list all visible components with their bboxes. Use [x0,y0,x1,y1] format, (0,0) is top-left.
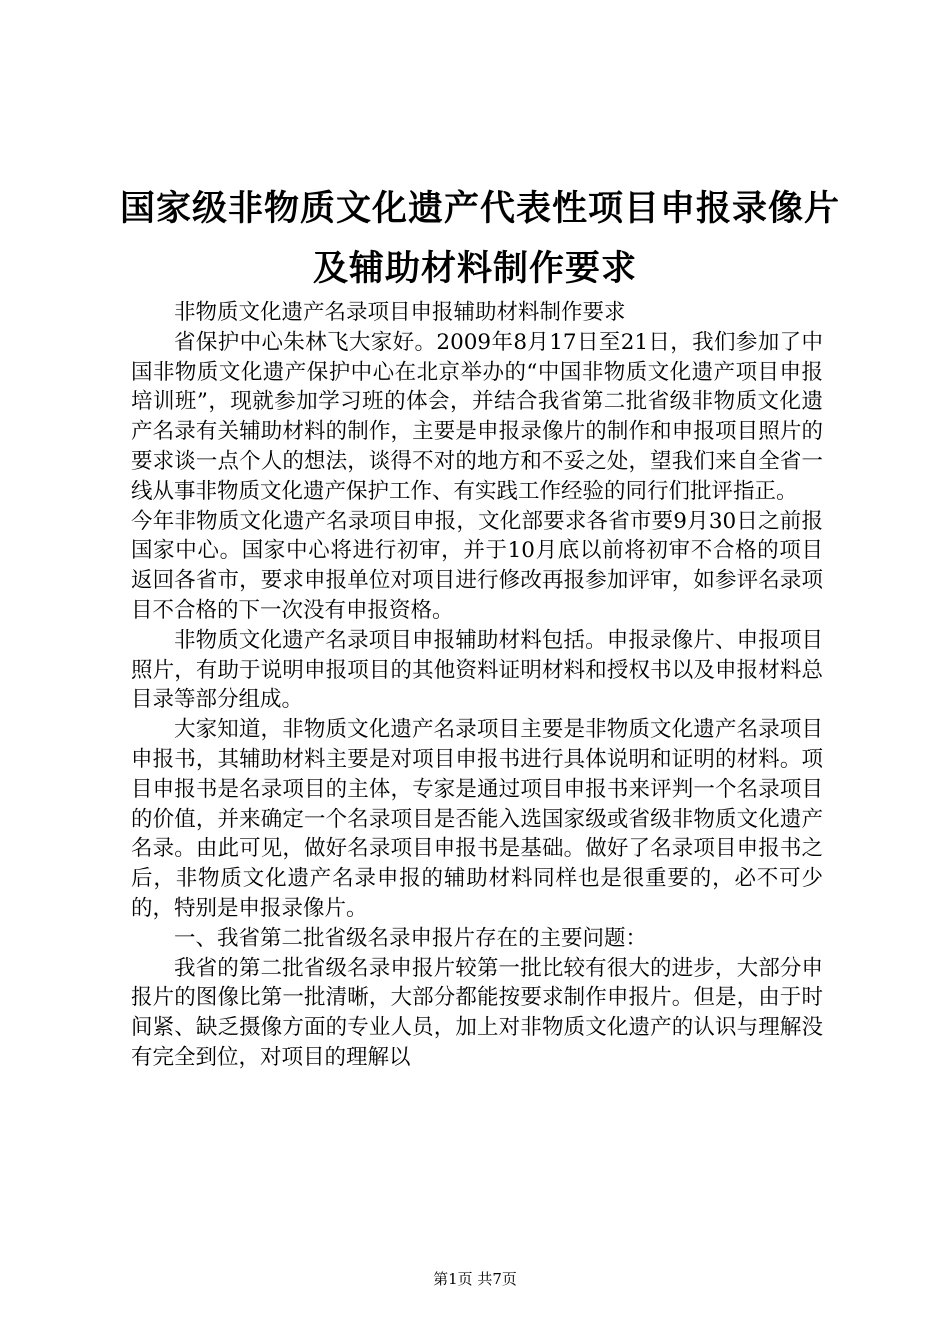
document-body [131,298,823,1073]
section-heading-problems: 一、我省第二批省级名录申报片存在的主要问题： [174,925,648,951]
paragraph-intro: 省保护中心朱林飞大家好。2009年8月17日至21日，我们参加了中国非物质文化遗产保护中心在北京举办的“中国非物质文化遗产项目申报培训班”，现就参加学习班的体会，并结合我省第二批省级非物质文化遗产名录有关辅助材料的制作，主要是申报录像片的制作和申报项目照片的要求谈一点个人的想法，谈得不对的地方和不妥之处，望我们来自全省一线从事非物质文化遗产保护工作、有实践工作经验的同行们批评指正。 [131,329,823,504]
document-title-line-1: 国家级非物质文化遗产代表性项目申报录像片 [120,189,841,229]
paragraph-importance: 大家知道，非物质文化遗产名录项目主要是非物质文化遗产名录项目申报书，其辅助材料主要是对项目申报书进行具体说明和证明的材料。项目申报书是名录项目的主体，专家是通过项目申报书来评判一个名录项目的价值，并来确定一个名录项目是否能入选国家级或省级非物质文化遗产名录。由此可见，做好名录项目申报书是基础。做好了名录项目申报书之后，非物质文化遗产名录申报的辅助材料同样也是很重要的，必不可少的，特别是申报录像片。 [131,717,823,921]
paragraph-problems: 我省的第二批省级名录申报片较第一批比较有很大的进步，大部分申报片的图像比第一批清晰，大部分都能按要求制作申报片。但是，由于时间紧、缺乏摄像方面的专业人员，加上对非物质文化遗产的认识与理解没有完全到位，对项目的理解以 [131,955,823,1070]
paragraph-deadline: 今年非物质文化遗产名录项目申报，文化部要求各省市要9月30日之前报国家中心。国家中心将进行初审，并于10月底以前将初审不合格的项目返回各省市，要求申报单位对项目进行修改再报参加评审，如参评名录项目不合格的下一次没有申报资格。 [131,508,823,623]
paragraph-subtitle: 非物质文化遗产名录项目申报辅助材料制作要求 [174,300,626,325]
document-title-line-2: 及辅助材料制作要求 [312,249,637,289]
page-footer: 第1页 共7页 [433,1270,517,1288]
paragraph-materials: 非物质文化遗产名录项目申报辅助材料包括。申报录像片、申报项目照片，有助于说明申报项目的其他资料证明材料和授权书以及申报材料总目录等部分组成。 [131,627,823,713]
